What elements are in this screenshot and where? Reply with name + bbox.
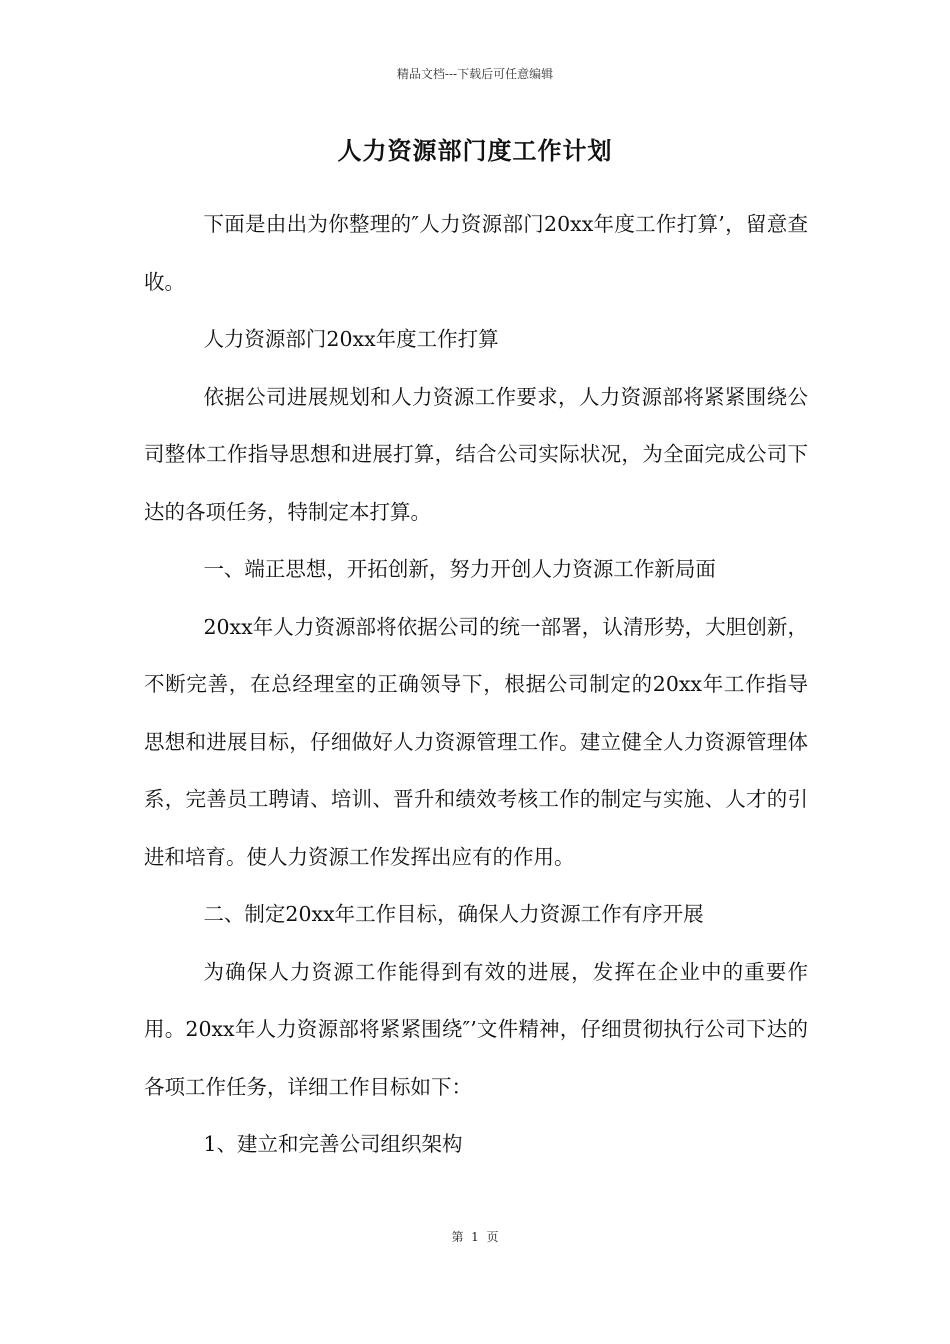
list-item-1: 1、建立和完善公司组织架构 [203, 1132, 463, 1156]
page-number: 第 1 页 [451, 1230, 499, 1244]
page-header: 精品文档---下载后可任意编辑 [396, 67, 554, 81]
document-title: 人力资源部门度工作计划 [337, 136, 613, 165]
paragraph-section-2: 为确保人力资源工作能得到有效的进展，发挥在企业中的重要作用。20xx年人力资源部将紧紧围绕″’文件精神，仔细贯彻执行公司下达的各项工作任务，详细工作目标如下： [144, 959, 808, 1099]
section-heading-2: 二、制定20xx年工作目标，确保人力资源工作有序开展 [203, 902, 704, 926]
paragraph-section-1: 20xx年人力资源部将依据公司的统一部署，认清形势，大胆创新，不断完善，在总经理室的正确领导下，根据公司制定的20xx年工作指导思想和进展目标，仔细做好人力资源管理工作。建立健全人力资源管理体系，完善员工聘请、培训、晋升和绩效考核工作的制定与实施、人才的引进和培育。使人力资源工作发挥出应有的作用。 [144, 614, 808, 869]
paragraph-intro: 下面是由出为你整理的″人力资源部门20xx年度工作打算’，留意查收。 [144, 212, 808, 294]
paragraph-purpose: 依据公司进展规划和人力资源工作要求，人力资源部将紧紧围绕公司整体工作指导思想和进展打算，结合公司实际状况，为全面完成公司下达的各项任务，特制定本打算。 [144, 384, 808, 524]
document-body [144, 196, 808, 1174]
paragraph-plan-heading: 人力资源部门20xx年度工作打算 [203, 327, 499, 351]
section-heading-1: 一、端正思想，开拓创新，努力开创人力资源工作新局面 [203, 557, 716, 581]
